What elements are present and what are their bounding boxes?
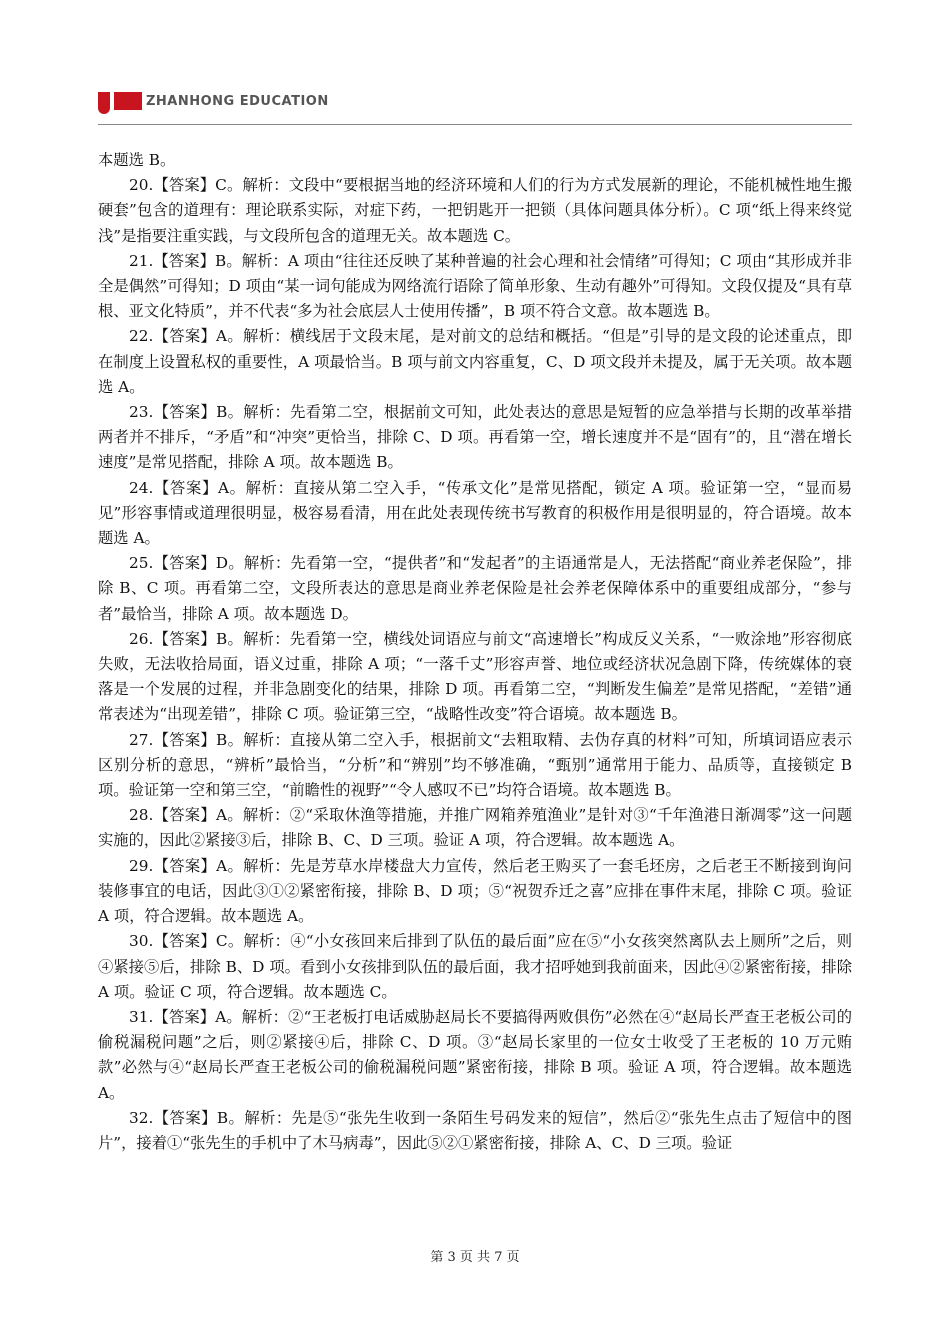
answer-paragraph: 32.【答案】B。解析：先是⑤“张先生收到一条陌生号码发来的短信”，然后②“张先生点击了短信中的图片”，接着①“张先生的手机中了木马病毒”，因此⑤②①紧密衔接，排除 A、C、D 三项。验证 xyxy=(98,1108,852,1152)
page-number: 第 3 页 共 7 页 xyxy=(430,1250,520,1265)
answer-paragraph: 27.【答案】B。解析：直接从第二空入手，根据前文“去粗取精、去伪存真的材料”可知，所填词语应表示区别分析的意思，“辨析”最恰当，“分析”和“辨别”均不够准确，“甄别”通常用于能力、品质等，直接锁定 B 项。验证第一空和第三空，“前瞻性的视野”“令人感叹不已”均符合语境。故本题选 B。 xyxy=(98,730,852,800)
answer-paragraph: 本题选 B。 xyxy=(98,151,176,169)
answer-paragraph: 22.【答案】A。解析：横线居于文段末尾，是对前文的总结和概括。“但是”引导的是文段的论述重点，即在制度上设置私权的重要性，A 项最恰当。B 项与前文内容重复，C、D 项文段并未提及，属于无关项。故本题选 A。 xyxy=(98,327,852,396)
answer-paragraph: 25.【答案】D。解析：先看第一空，“提供者”和“发起者”的主语通常是人，无法搭配“商业养老保险”，排除 B、C 项。再看第二空，文段所表达的意思是商业养老保险是社会养老保障体系中的重要组成部分，“参与者”最恰当，排除 A 项。故本题选 D。 xyxy=(98,554,852,623)
answer-paragraph: 24.【答案】A。解析：直接从第二空入手，“传承文化”是常见搭配，锁定 A 项。验证第一空，“显而易见”形容事情或道理很明显，极容易看清，用在此处表现传统书写教育的积极作用是很明显的，符合语境。故本题选 A。 xyxy=(98,478,852,548)
answer-paragraph: 31.【答案】A。解析：②“王老板打电话威胁赵局长不要搞得两败俱伤”必然在④“赵局长严查王老板公司的偷税漏税问题”之后，则②紧接④后，排除 C、D 项。③“赵局长家里的一位女士收受了王老板的 10 万元贿款”必然与④“赵局长严查王老板公司的偷税漏税问题”紧密衔接，排除 B 项。验证 A 项，符合逻辑。故本题选 A。 xyxy=(98,1007,852,1102)
answer-paragraph: 29.【答案】A。解析：先是芳草水岸楼盘大力宣传，然后老王购买了一套毛坯房，之后老王不断接到询问装修事宜的电话，因此③①②紧密衔接，排除 B、D 项；⑤“祝贺乔迁之喜”应排在事件末尾，排除 C 项。验证 A 项，符合逻辑。故本题选 A。 xyxy=(98,856,852,926)
page-header xyxy=(98,92,852,124)
logo-text: ZHANHONG EDUCATION xyxy=(146,94,329,109)
answer-paragraph: 26.【答案】B。解析：先看第一空，横线处词语应与前文“高速增长”构成反义关系，“一败涂地”形容彻底失败，无法收拾局面，语义过重，排除 A 项；“一落千丈”形容声誉、地位或经济状况急剧下降，传统媒体的衰落是一个发展的过程，并非急剧变化的结果，排除 D 项。再看第二空，“判断发生偏差”是常见搭配，“差错”通常表述为“出现差错”，排除 C 项。验证第三空，“战略性改变”符合语境。故本题选 B。 xyxy=(98,629,852,724)
logo-icon xyxy=(98,92,144,114)
answer-paragraph: 23.【答案】B。解析：先看第二空，根据前文可知，此处表达的意思是短暂的应急举措与长期的改革举措两者并不排斥，“矛盾”和“冲突”更恰当，排除 C、D 项。再看第一空，增长速度并不是“固有”的，且“潜在增长速度”是常见搭配，排除 A 项。故本题选 B。 xyxy=(98,403,852,472)
header-divider xyxy=(98,124,852,125)
answer-paragraph: 20.【答案】C。解析：文段中“要根据当地的经济环境和人们的行为方式发展新的理论，不能机械性地生搬硬套”包含的道理有：理论联系实际，对症下药，一把钥匙开一把锁（具体问题具体分析）。C 项“纸上得来终觉浅”是指要注重实践，与文段所包含的道理无关。故本题选 C。 xyxy=(98,176,852,245)
answer-paragraph: 30.【答案】C。解析：④“小女孩回来后排到了队伍的最后面”应在⑤“小女孩突然离队去上厕所”之后，则④紧接⑤后，排除 B、D 项。看到小女孩排到队伍的最后面，我才招呼她到我前面来，因此④②紧密衔接，排除 A 项。验证 C 项，符合逻辑。故本题选 C。 xyxy=(98,932,852,1001)
document-body xyxy=(98,148,852,1156)
answer-paragraph: 28.【答案】A。解析：②“采取休渔等措施，并推广网箱养殖渔业”是针对③“千年渔港日渐凋零”这一问题实施的，因此②紧接③后，排除 B、C、D 三项。验证 A 项，符合逻辑。故本题选 A。 xyxy=(98,806,852,850)
answer-paragraph: 21.【答案】B。解析：A 项由“往往还反映了某种普遍的社会心理和社会情绪”可得知；C 项由“其形成并非全是偶然”可得知；D 项由“某一词句能成为网络流行语除了简单形象、生动有趣外”可得知。文段仅提及“具有草根、亚文化特质”，并不代表“多为社会底层人士使用传播”，B 项不符合文意。故本题选 B。 xyxy=(98,251,852,321)
